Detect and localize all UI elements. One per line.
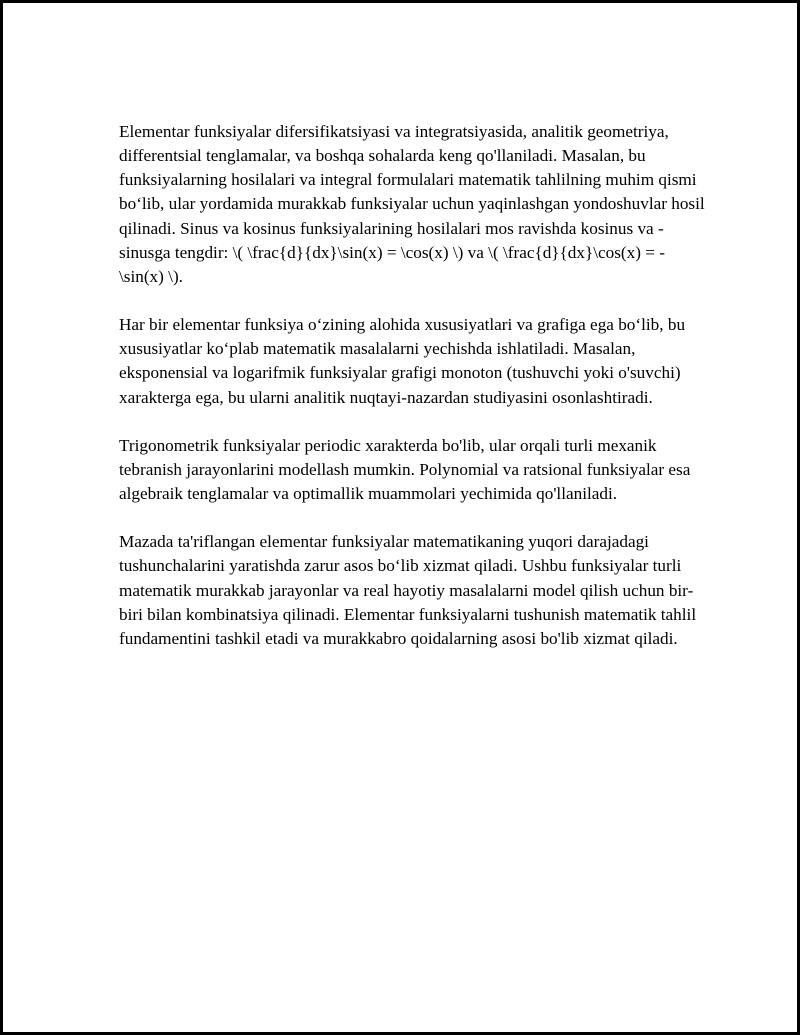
paragraph-3: Trigonometrik funksiyalar periodic xarakterda bo'lib, ular orqali turli mexanik tebranish jarayonlarini modellash mumkin. Polynomial va ratsional funksiyalar esa algebraik tenglamalar va optimallik muammolari yechimida qo'llaniladi. [119, 435, 691, 504]
paragraph-1: Elementar funksiyalar difersifikatsiyasi va integratsiyasida, analitik geometriya, differentsial tenglamalar, va boshqa sohalarda keng qo'llaniladi. Masalan, bu funksiyalarning hosilalari va integral formulalari matematik tahlilning muhim qismi bo‘lib, ular yordamida murakkab funksiyalar uchun yaqinlashgan yondoshuvlar hosil qilinadi. Sinus va kosinus funksiyalarining hosilalari mos ravishda kosinus va -sinusga tengdir: \( \frac{d}{dx}\sin(x) = \cos(x) \) va \( \frac{d}{dx}\cos(x) = -\sin(x) \). [119, 122, 705, 286]
paragraph-4: Mazada ta'riflangan elementar funksiyalar matematikaning yuqori darajadagi tushunchalarini yaratishda zarur asos bo‘lib xizmat qiladi. Ushbu funksiyalar turli matematik murakkab jarayonlar va real hayotiy masalalarni model qilish uchun bir-biri bilan kombinatsiya qilinadi. Elementar funksiyalarni tushunish matematik tahlil fundamentini tashkil etadi va murakkabro qoidalarning asosi bo'lib xizmat qiladi. [119, 532, 697, 648]
document-body [119, 120, 709, 675]
paragraph-2: Har bir elementar funksiya o‘zining alohida xususiyatlari va grafiga ega bo‘lib, bu xususiyatlar ko‘plab matematik masalalarni yechishda ishlatiladi. Masalan, eksponensial va logarifmik funksiyalar grafigi monoton (tushuvchi yoki o'suvchi) xarakterga ega, bu ularni analitik nuqtayi-nazardan studiyasini osonlashtiradi. [119, 315, 686, 407]
